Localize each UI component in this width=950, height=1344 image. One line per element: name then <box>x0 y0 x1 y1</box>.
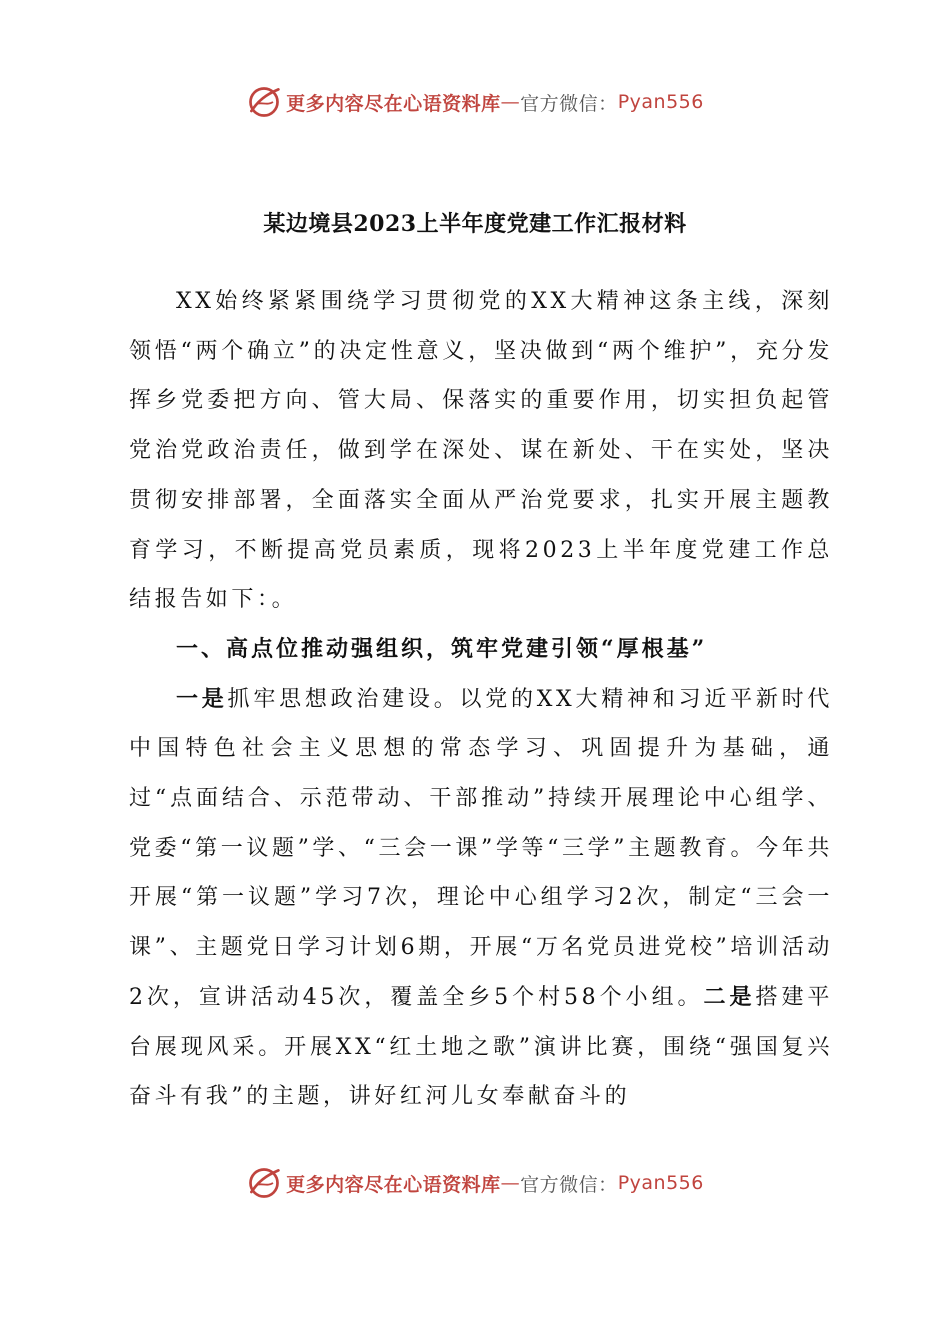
item-paragraph-1 <box>129 675 833 1122</box>
watermark-dash: — <box>500 1172 521 1194</box>
brand-logo-icon <box>246 1165 282 1201</box>
watermark-label: 官方微信： <box>520 92 618 115</box>
section-1-heading: 一、高点位推动强组织，筑牢党建引领“厚根基” <box>176 635 708 662</box>
item-1-lead: 一是 <box>176 685 228 712</box>
item-2-text: 搭建平台展现风采。开展XX“红土地之歌”演讲比赛，围绕“强国复兴奋斗有我”的主题，讲好红河儿女奉献奋斗的 <box>129 984 834 1110</box>
brand-logo-icon <box>246 84 282 120</box>
watermark-main-text: 更多内容尽在心语资料库 <box>286 92 501 115</box>
watermark-wechat-id: Pyan556 <box>617 1172 704 1194</box>
item-2-lead: 二是 <box>703 983 756 1010</box>
watermark-banner-top <box>0 82 950 122</box>
document-title: 某边境县2023上半年度党建工作汇报材料 <box>263 211 687 237</box>
item-1-text: 抓牢思想政治建设。以党的XX大精神和习近平新时代中国特色社会主义思想的常态学习、巩固提升为基础，通过“点面结合、示范带动、干部推动”持续开展理论中心组学、党委“第一议题”学、“三会一课”学等“三学”主题教育。今年共开展“第一议题”学习7次，理论中心组学习2次，制定“三会一课”、主题党日学习计划6期，开展“万名党员进党校”培训活动2次，宣讲活动45次，覆盖全乡5个村58个小组。 <box>129 686 833 1010</box>
watermark-label: 官方微信： <box>520 1173 618 1196</box>
watermark-wechat-id: Pyan556 <box>617 91 704 113</box>
watermark-dash: — <box>500 91 521 113</box>
watermark-main-text: 更多内容尽在心语资料库 <box>286 1173 501 1196</box>
intro-paragraph: XX始终紧紧围绕学习贯彻党的XX大精神这条主线，深刻领悟“两个确立”的决定性意义，坚决做到“两个维护”，充分发挥乡党委把方向、管大局、保落实的重要作用，切实担负起管党治党政治责任，做到学在深处、谋在新处、干在实处，坚决贯彻安排部署，全面落实全面从严治党要求，扎实开展主题教育学习，不断提高党员素质，现将2023上半年度党建工作总结报告如下：。 <box>129 289 833 613</box>
document-body <box>129 277 833 1122</box>
watermark-banner-bottom <box>0 1163 950 1203</box>
